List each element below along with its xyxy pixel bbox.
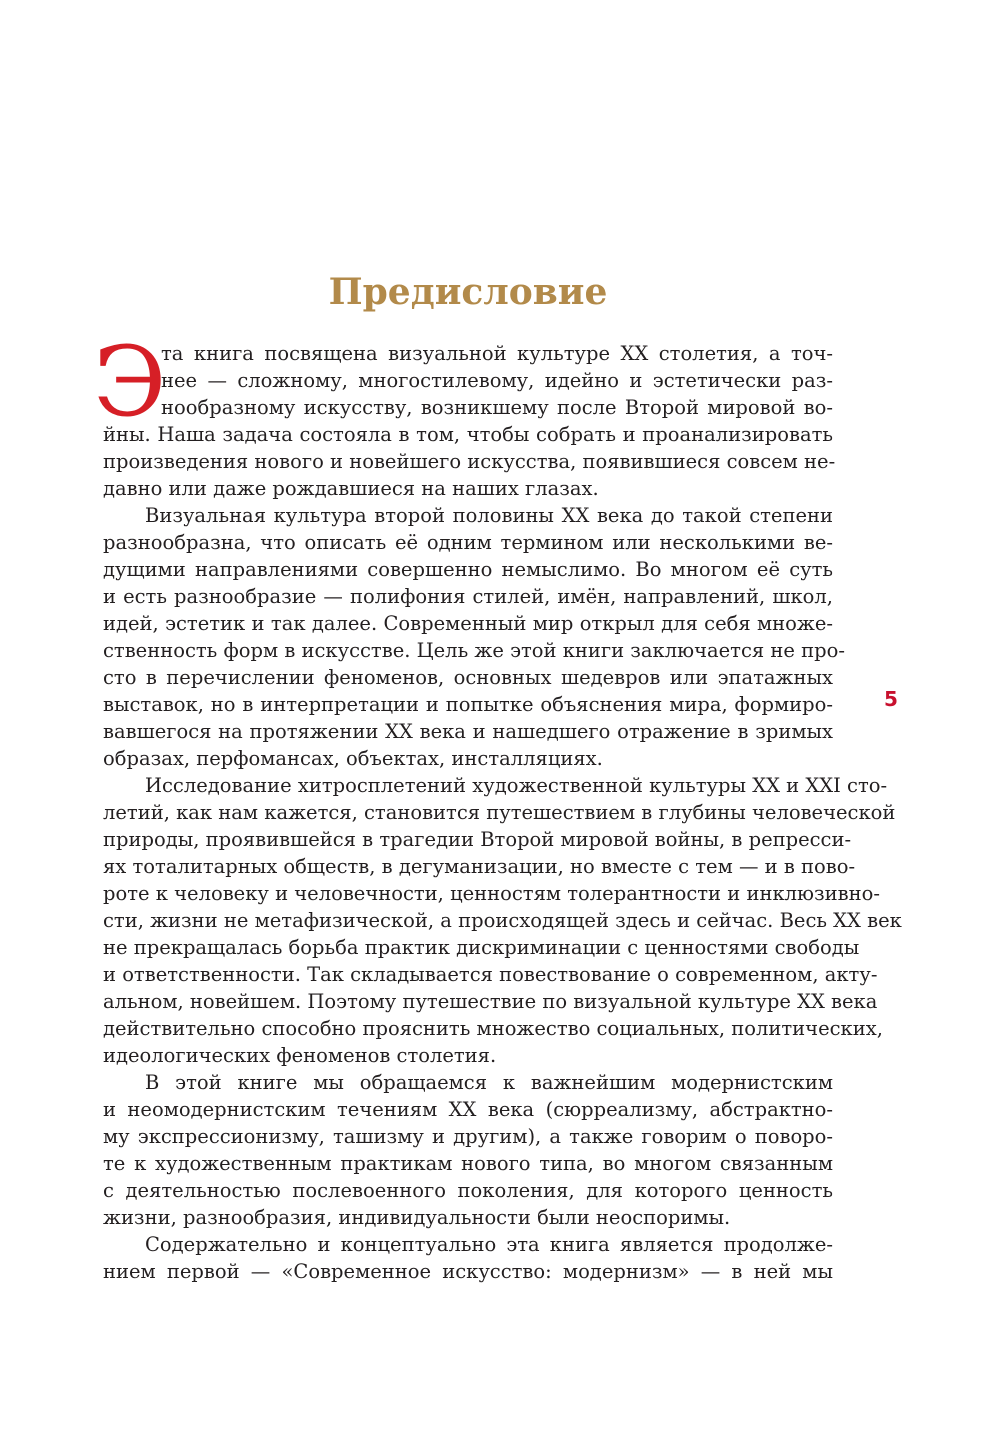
text-line: йны. Наша задача состояла в том, чтобы собрать и проанализировать bbox=[103, 423, 833, 446]
text-line: выставок, но в интерпретации и попытке объяснения мира, формиро- bbox=[103, 693, 833, 716]
text-line: с деятельностью послевоенного поколения, для которого ценность bbox=[103, 1179, 833, 1202]
text-line: действительно способно прояснить множество социальных, политических, bbox=[103, 1017, 883, 1040]
text-line: сти, жизни не метафизической, а происходящей здесь и сейчас. Весь XX век bbox=[103, 909, 902, 932]
paragraph bbox=[103, 1231, 833, 1285]
page-title: Предисловие bbox=[328, 271, 608, 313]
text-line: и ответственности. Так складывается повествование о современном, акту- bbox=[103, 963, 878, 986]
text-line: дущими направлениями совершенно немыслимо. Во многом её суть bbox=[103, 558, 833, 581]
text-line: и неомодернистским течениям XX века (сюрреализму, абстрактно- bbox=[103, 1098, 833, 1121]
text-line: сто в перечислении феноменов, основных шедевров или эпатажных bbox=[103, 666, 833, 689]
text-line: нее — сложному, многостилевому, идейно и эстетически раз- bbox=[161, 369, 833, 392]
paragraph bbox=[103, 502, 845, 772]
text-line: и есть разнообразие — полифония стилей, имён, направлений, школ, bbox=[103, 585, 833, 608]
paragraph bbox=[103, 1069, 833, 1231]
text-line: В этой книге мы обращаемся к важнейшим модернистским bbox=[145, 1071, 833, 1094]
text-line: роте к человеку и человечности, ценностям толерантности и инклюзивно- bbox=[103, 882, 880, 905]
text-line: нообразному искусству, возникшему после Второй мировой во- bbox=[161, 396, 833, 419]
drop-cap: Э bbox=[93, 326, 167, 438]
text-line: нием первой — «Современное искусство: модернизм» — в ней мы bbox=[103, 1260, 833, 1283]
text-line: те к художественным практикам нового типа, во многом связанным bbox=[103, 1152, 833, 1175]
text-line: произведения нового и новейшего искусства, появившиеся совсем не- bbox=[103, 450, 836, 473]
text-line: вавшегося на протяжении XX века и нашедшего отражение в зримых bbox=[103, 720, 833, 743]
text-line: Содержательно и концептуально эта книга является продолже- bbox=[145, 1233, 833, 1256]
text-line: жизни, разнообразия, индивидуальности были неоспоримы. bbox=[103, 1206, 731, 1229]
text-line: Исследование хитросплетений художественной культуры XX и XXI сто- bbox=[145, 774, 888, 797]
text-line: ях тоталитарных обществ, в дегуманизации, но вместе с тем — и в пово- bbox=[103, 855, 856, 878]
text-line: ственность форм в искусстве. Цель же этой книги заключается не про- bbox=[103, 639, 845, 662]
text-line: та книга посвящена визуальной культуре XX столетия, а точ- bbox=[161, 342, 833, 365]
paragraph bbox=[93, 326, 836, 502]
page-number: 5 bbox=[884, 687, 898, 711]
text-line: не прекращалась борьба практик дискриминации с ценностями свободы bbox=[103, 936, 860, 959]
text-line: давно или даже рождавшиеся на наших глазах. bbox=[103, 477, 599, 500]
text-line: летий, как нам кажется, становится путешествием в глубины человеческой bbox=[103, 801, 896, 824]
text-line: идеологических феноменов столетия. bbox=[103, 1044, 497, 1067]
paragraph bbox=[103, 772, 902, 1069]
text-line: Визуальная культура второй половины XX века до такой степени bbox=[145, 504, 833, 527]
text-line: разнообразна, что описать её одним термином или несколькими ве- bbox=[103, 531, 833, 554]
text-line: идей, эстетик и так далее. Современный мир открыл для себя множе- bbox=[103, 612, 833, 635]
text-line: образах, перфомансах, объектах, инсталляциях. bbox=[103, 747, 603, 770]
text-line: альном, новейшем. Поэтому путешествие по визуальной культуре XX века bbox=[103, 990, 878, 1013]
body-text bbox=[93, 326, 902, 1285]
text-line: му экспрессионизму, ташизму и другим), а также говорим о поворо- bbox=[103, 1125, 833, 1148]
text-line: природы, проявившейся в трагедии Второй мировой войны, в репресси- bbox=[103, 828, 852, 851]
